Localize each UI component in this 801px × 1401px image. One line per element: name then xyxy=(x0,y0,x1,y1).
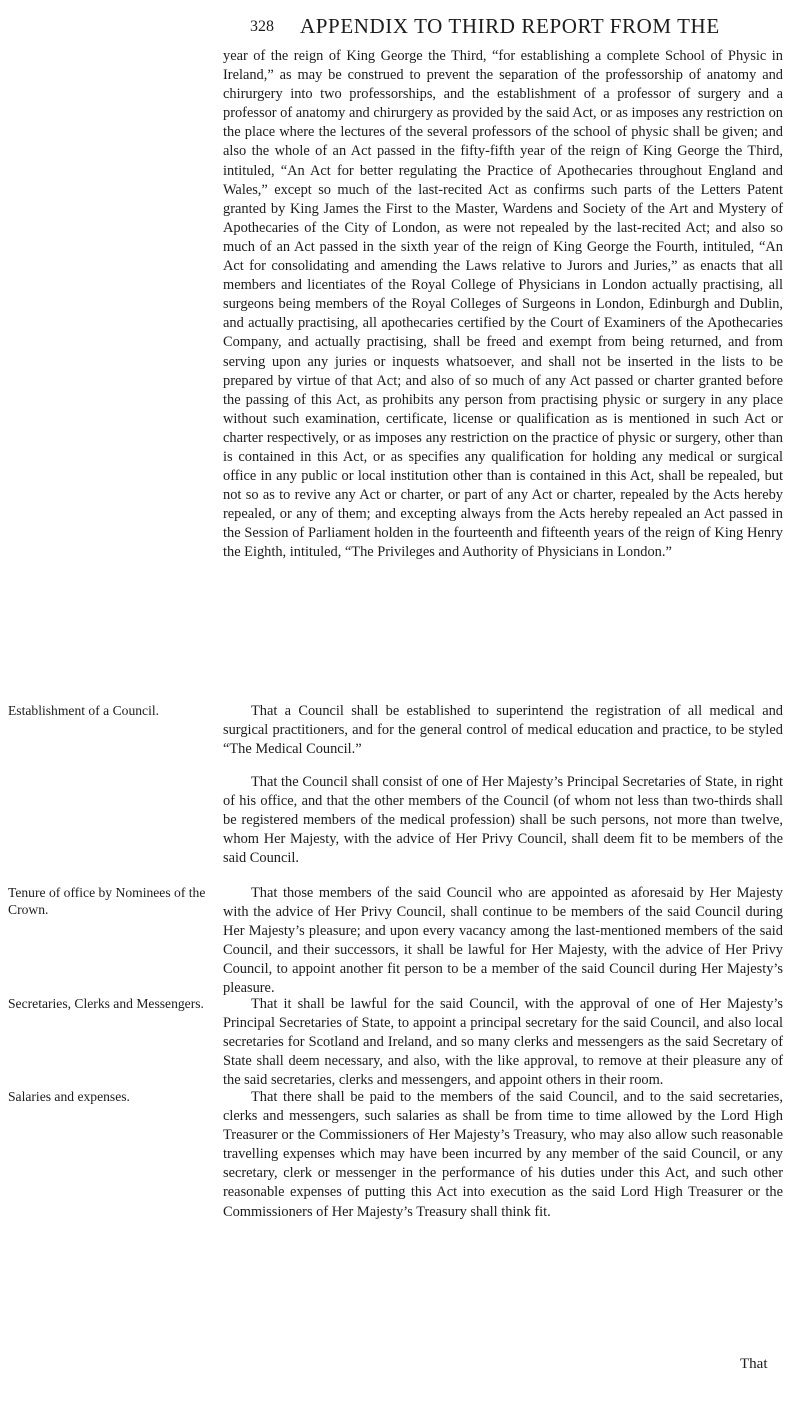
paragraph-text: year of the reign of King George the Third, “for establishing a complete School of Physic in Ireland,” as may be construed to prevent the separation of the professorship of anatomy and chirurgery into two professorships, and the establishment of a professor of surgery and a professor of anatomy and chirurgery as provided by the said Act, or as imposes any restriction on the place where the lectures of the several professors of the school of physic shall be given; and also the whole of an Act passed in the fifty-fifth year of the reign of King George the Third, intituled, “An Act for better regulating the Practice of Apothecaries throughout England and Wales,” except so much of the last-recited Act as confirms such parts of the Letters Patent granted by King James the First to the Master, Wardens and Society of the Art and Mystery of Apothecaries of the City of London, as were not repealed by the last-recited Act; and also so much of an Act passed in the sixth year of the reign of King George the Fourth, intituled, “An Act for consolidating and amending the Laws relative to Jurors and Juries,” as enacts that all members and licentiates of the Royal College of Physicians in London actually practising, all surgeons being members of the Royal Colleges of Surgeons in London, Edinburgh and Dublin, and actually practising, all apothecaries certified by the Court of Examiners of the Apothecaries Company, and actually practising, shall be freed and exempt from being returned, and from serving upon any juries or inquests whatsoever, and shall not be inserted in the lists to be prepared by virtue of that Act; and also of so much of any Act passed or charter granted before the passing of this Act, as prohibits any person from practising physic or surgery in any place without such examination, certificate, license or qualification as is mentioned in such Act or charter respectively, or as imposes any restriction on the practice of physic or surgery, other than is contained in this Act, or as specifies any qualification for holding any medical or surgical office in any public or local institution other than is contained in this Act, shall be repealed, but not so as to revive any Act or charter, or part of any Act or charter, repealed by the Acts hereby repealed, or any of them; and excepting always from the Acts hereby repealed an Act passed in the Session of Parliament holden in the fourteenth and fifteenth years of the reign of King Henry the Eighth, intituled, “The Privileges and Authority of Physicians in London.” xyxy=(223,48,783,561)
margin-note-establishment: Establishment of a Council. xyxy=(8,703,160,718)
page-header xyxy=(250,12,770,42)
page-number: 328 xyxy=(250,18,274,35)
paragraph-text: That the Council shall consist of one of Her Majesty’s Principal Secretaries of State, in right of his office, and that the other members of the Council (of whom not less than two-thirds shall be registered members of the medical profession) shall be such persons, not more than twelve, whom Her Majesty, with the advice of Her Privy Council, shall deem fit to be members of the said Council. xyxy=(223,774,783,867)
paragraph-tenure xyxy=(223,884,783,999)
margin-note-secretaries: Secretaries, Clerks and Messengers. xyxy=(8,996,204,1011)
paragraph-text: That those members of the said Council who are appointed as aforesaid by Her Majesty with the advice of Her Privy Council, shall continue to be members of the said Council during Her Majesty’s pleasure; and upon every vacancy among the last-mentioned members of the said Council, and their successors, it shall be lawful for Her Majesty, with the advice of Her Privy Council, to appoint another fit person to be a member of the said Council during Her Majesty’s pleasure. xyxy=(223,885,783,997)
paragraph-establishment xyxy=(223,702,783,759)
paragraph-secretaries xyxy=(223,995,783,1090)
margin-note-salaries: Salaries and expenses. xyxy=(8,1089,130,1104)
paragraph-text: That it shall be lawful for the said Council, with the approval of one of Her Majesty’s Principal Secretaries of State, to appoint a principal secretary for the said Council, and also local secretaries for Scotland and Ireland, and so many clerks and messengers as the said Secretary of State shall deem necessary, and also, with the like approval, to remove at their pleasure any of the said secretaries, clerks and messengers, and appoint others in their room. xyxy=(223,996,783,1089)
paragraph-composition xyxy=(223,773,783,868)
running-title: APPENDIX TO THIRD REPORT FROM THE xyxy=(300,14,720,38)
paragraph-repeal-clause xyxy=(223,47,783,563)
paragraph-salaries xyxy=(223,1088,783,1222)
catchword: That xyxy=(740,1356,768,1372)
paragraph-text: That a Council shall be established to superintend the registration of all medical and surgical practitioners, and for the general control of medical education and practice, to be styled “The Medical Council.” xyxy=(223,703,783,758)
margin-note-tenure: Tenure of office by Nominees of the Crown. xyxy=(8,885,206,917)
paragraph-text: That there shall be paid to the members of the said Council, and to the said secretaries, clerks and messengers, such salaries as shall be from time to time allowed by the Lord High Treasurer or the Commissioners of Her Majesty’s Treasury, who may also allow such reasonable travelling expenses which may have been incurred by any member of the said Council, or any secretary, clerk or messenger in the performance of his duties under this Act, and such other reasonable expenses of putting this Act into execution as the said Lord High Treasurer or the Commissioners of Her Majesty’s Treasury shall think fit. xyxy=(223,1089,783,1220)
